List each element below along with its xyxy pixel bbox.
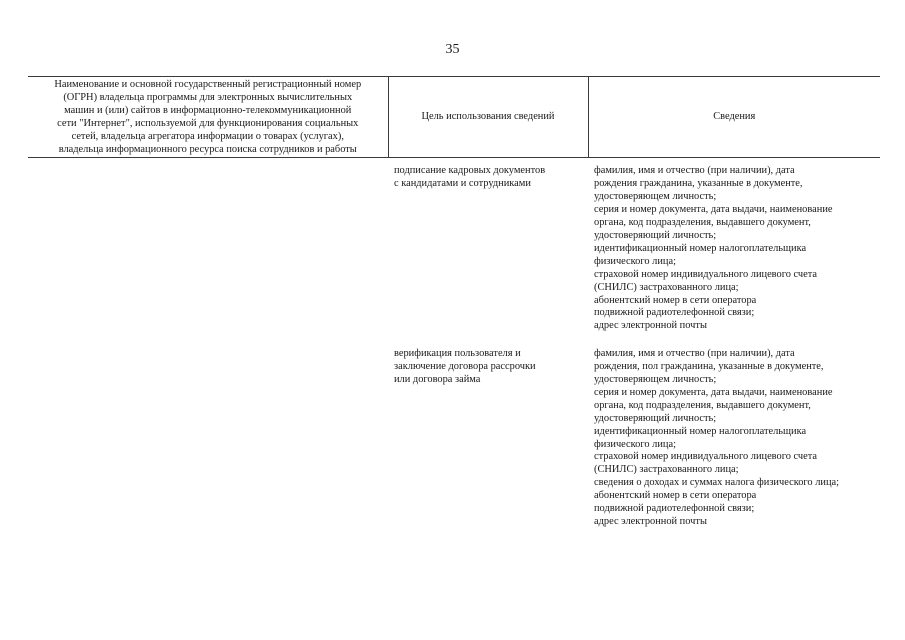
data-table (28, 76, 880, 529)
header-info: Сведения (588, 77, 880, 158)
info-line: абонентский номер в сети оператора (594, 294, 757, 306)
table-row (28, 333, 880, 529)
purpose-line: с кандидатами и сотрудниками (394, 178, 531, 190)
info-line: адрес электронной почты (594, 516, 707, 527)
purpose-line: верификация пользователя и (394, 348, 521, 360)
info-line: страховой номер индивидуального лицевого счета (594, 451, 818, 463)
info-line: фамилия, имя и отчество (при наличии), дата (594, 348, 795, 360)
info-line: сведения о доходах и суммах налога физического лица; (594, 477, 840, 489)
info-line: фамилия, имя и отчество (при наличии), дата (594, 165, 795, 177)
purpose-line: или договора займа (394, 374, 481, 386)
owner-cell (28, 333, 388, 529)
info-line: физического лица; (594, 438, 676, 450)
purpose-cell (388, 158, 588, 333)
info-line: органа, код подразделения, выдавшего документ, (594, 399, 811, 411)
info-line: органа, код подразделения, выдавшего документ, (594, 217, 811, 229)
info-line: удостоверяющий личность; (594, 229, 717, 241)
table-header-row (28, 77, 880, 158)
info-line: удостоверяющем личность; (594, 191, 717, 203)
info-line: рождения гражданина, указанные в документе, (594, 178, 803, 190)
header-owner-line: Наименование и основной государственный регистрационный номер (54, 79, 362, 90)
purpose-line: подписание кадровых документов (394, 165, 546, 177)
info-line: подвижной радиотелефонной связи; (594, 503, 755, 515)
info-line: идентификационный номер налогоплательщика (594, 242, 807, 254)
info-line: идентификационный номер налогоплательщика (594, 425, 807, 437)
table-row (28, 158, 880, 333)
page-number: 35 (445, 42, 460, 57)
info-line: адрес электронной почты (594, 320, 707, 332)
info-line: страховой номер индивидуального лицевого счета (594, 268, 818, 280)
header-owner-line: сети "Интернет", используемой для функционирования социальных (57, 117, 359, 129)
header-owner-line: сетей, владельца агрегатора информации о товарах (услугах), (71, 130, 344, 142)
owner-cell (28, 158, 388, 333)
info-line: серия и номер документа, дата выдачи, наименование (594, 204, 833, 216)
info-line: абонентский номер в сети оператора (594, 490, 757, 502)
info-line: серия и номер документа, дата выдачи, наименование (594, 386, 833, 398)
info-line: удостоверяющем личность; (594, 374, 717, 386)
header-owner (28, 77, 388, 158)
info-line: рождения, пол гражданина, указанные в документе, (594, 361, 824, 373)
info-cell (588, 333, 880, 529)
header-owner-line: (ОГРН) владельца программы для электронных вычислительных (63, 91, 353, 103)
header-owner-line: владельца информационного ресурса поиска сотрудников и работы (58, 143, 357, 155)
header-purpose: Цель использования сведений (388, 77, 588, 158)
info-line: (СНИЛС) застрахованного лица; (594, 464, 739, 476)
info-line: подвижной радиотелефонной связи; (594, 307, 755, 319)
header-owner-line: машин и (или) сайтов в информационно-телекоммуникационной (64, 104, 352, 116)
info-line: (СНИЛС) застрахованного лица; (594, 281, 739, 293)
info-line: физического лица; (594, 255, 676, 267)
info-cell (588, 158, 880, 333)
purpose-cell (388, 333, 588, 529)
purpose-line: заключение договора рассрочки (394, 361, 536, 373)
info-line: удостоверяющий личность; (594, 412, 717, 424)
